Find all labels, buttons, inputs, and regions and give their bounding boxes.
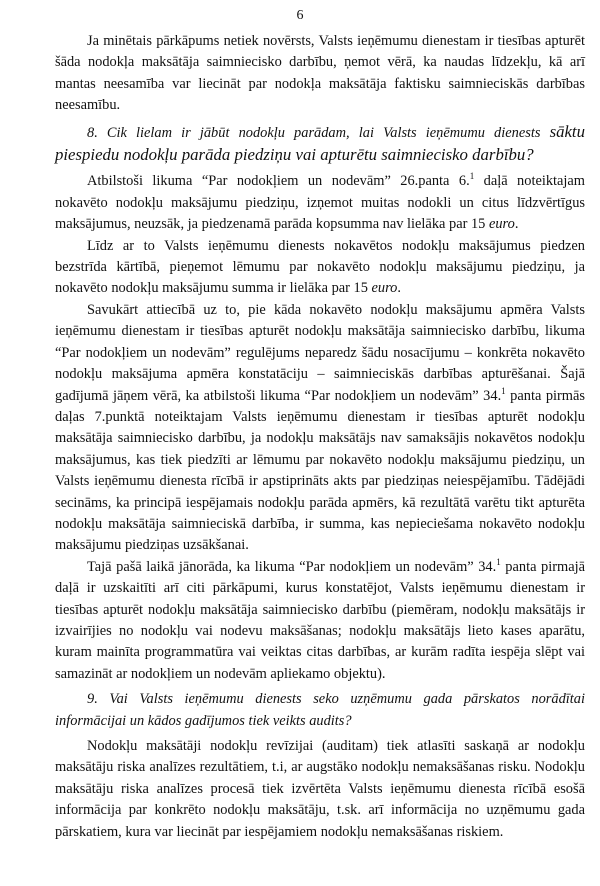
paragraph-text: . bbox=[514, 216, 519, 233]
paragraph-text: daļā noteiktajam nokavēto nodokļu maksājumu piedziņu, izņemot muitas nodokli un citus līdzvērtīgus maksājumus, neuzsāk, ja piedzenamā parāda kopsumma nav lielāka par 15 bbox=[55, 173, 585, 233]
superscript: 1 bbox=[469, 171, 475, 182]
paragraph-text: Savukārt attiecībā uz to, pie kāda nokavēto nodokļu maksājumu apmēra Valsts ieņēmumu dienestam ir tiesības apturēt nodokļu maksātāja saimniecisko darbību, likuma “Par nodokļiem un nodevām” regulējums neparedz šādu nosacījumu – konkrēta nokavēto nodokļu maksājuma apmēra konstatāciju – saimnieciskās darbības apturēšanai. Šajā gadījumā jāņem vērā, ka atbilstoši likuma “Par nodokļiem un nodevām” 34. bbox=[55, 301, 585, 404]
currency-euro: euro bbox=[371, 280, 398, 297]
paragraph-suspension bbox=[55, 300, 585, 557]
question-9-heading: 9. Vai Valsts ieņēmumu dienests seko uzņēmumu gada pārskatos norādītai informācijai un kādos gadījumos tiek veikts audits? bbox=[55, 691, 585, 729]
paragraph-text: Atbilstoši likuma “Par nodokļiem un nodevām” 26.panta 6. bbox=[87, 173, 470, 190]
paragraph-audit: Nodokļu maksātāji nodokļu revīzijai (auditam) tiek atlasīti saskaņā ar nodokļu maksātāju riska analīzes rezultātiem, t.i, ar augstāko nodokļu nemaksāšanas risku. Nodokļu maksātāju riska analīzes procesā tiek izvērtēta Valsts ieņēmumu dienesta rīcībā esošā informācija par konkrēto nodokļu maksātāju, t.sk. arī informācija no uzņēmumu gada pārskatiem, kura var liecināt par iespējamiem nodokļu nemaksāšanas riskiem. bbox=[55, 738, 585, 840]
paragraph-other-violations bbox=[55, 557, 585, 685]
paragraph-text: Līdz ar to Valsts ieņēmumu dienests nokavētos nodokļu maksājumus piedzen bezstrīda kārtībā, pieņemot lēmumu par nokavēto nodokļu maksājumu piedziņu, ja nokavēto nodokļu maksājumu summa ir lielāka par 15 bbox=[55, 237, 585, 297]
paragraph-violation: Ja minētais pārkāpums netiek novērsts, Valsts ieņēmumu dienestam ir tiesības apturēt šāda nodokļa maksātāja saimniecisko darbību, ņemot vērā, ka naudas līdzekļu, kā arī mantas neesamība var liecināt par nodokļa maksātāja faktisku saimnieciskās darbības neesamību. bbox=[55, 33, 585, 114]
superscript: 1 bbox=[496, 556, 501, 567]
paragraph-debt-threshold bbox=[55, 171, 585, 235]
paragraph-text: Tajā pašā laikā jānorāda, ka likuma “Par nodokļiem un nodevām” 34. bbox=[87, 558, 497, 575]
document-body bbox=[55, 31, 585, 843]
page-number: 6 bbox=[296, 8, 304, 23]
superscript: 1 bbox=[501, 385, 506, 396]
paragraph-undisputed-recovery bbox=[55, 236, 585, 300]
paragraph-text: panta pirmajā daļā ir uzskaitīti arī citi pārkāpumi, kurus konstatējot, Valsts ieņēmumu dienestam ir tiesības apturēt nodokļu maksātāja saimniecisko darbību (piemēram, nodokļu maksātājs ir izvairījies no nodokļu vai nodevu maksāšanas; nodokļu maksātājs lieto kases aparātu, kuram mainīta programmatūra vai veiktas citas darbības, ar kurām radīta iespēja slēpt vai samazināt ar nodokļiem un nodevām apliekamo objektu). bbox=[55, 558, 585, 682]
paragraph-text: . bbox=[397, 280, 401, 297]
question-8-line1: 8. Cik lielam ir jābūt nodokļu parādam, lai Valsts ieņēmumu dienests bbox=[87, 124, 541, 141]
paragraph-text: panta pirmās daļas 7.punktā noteiktajam Valsts ieņēmumu dienestam ir tiesības apturēt nodokļu maksātāja saimniecisko darbību, ja nodokļu maksātājs nav samaksājis nokavētos nodokļu maksājumus, kas tiek piedzīti ar lēmumu par nokavēto nodokļu maksājumu piedziņu, un Valsts ieņēmumu dienesta rīcībā ir apstiprināts akts par piedziņas neiespējamību. Tādējādi secināms, ka principā iespējamais nodokļu parāda apmērs, kā rezultātā varētu tikt apturēta nodokļu maksātāja saimnieciskā darbība, ir summa, kas nepieciešama nokavēto nodokļu maksājumu piedziņas uzsākšanai. bbox=[55, 387, 585, 554]
question-8-line2: sāktu piespiedu nodokļu parāda piedziņu vai apturētu saimniecisko darbību? bbox=[55, 121, 585, 165]
question-8-heading bbox=[55, 121, 585, 168]
currency-euro: euro bbox=[488, 216, 515, 233]
